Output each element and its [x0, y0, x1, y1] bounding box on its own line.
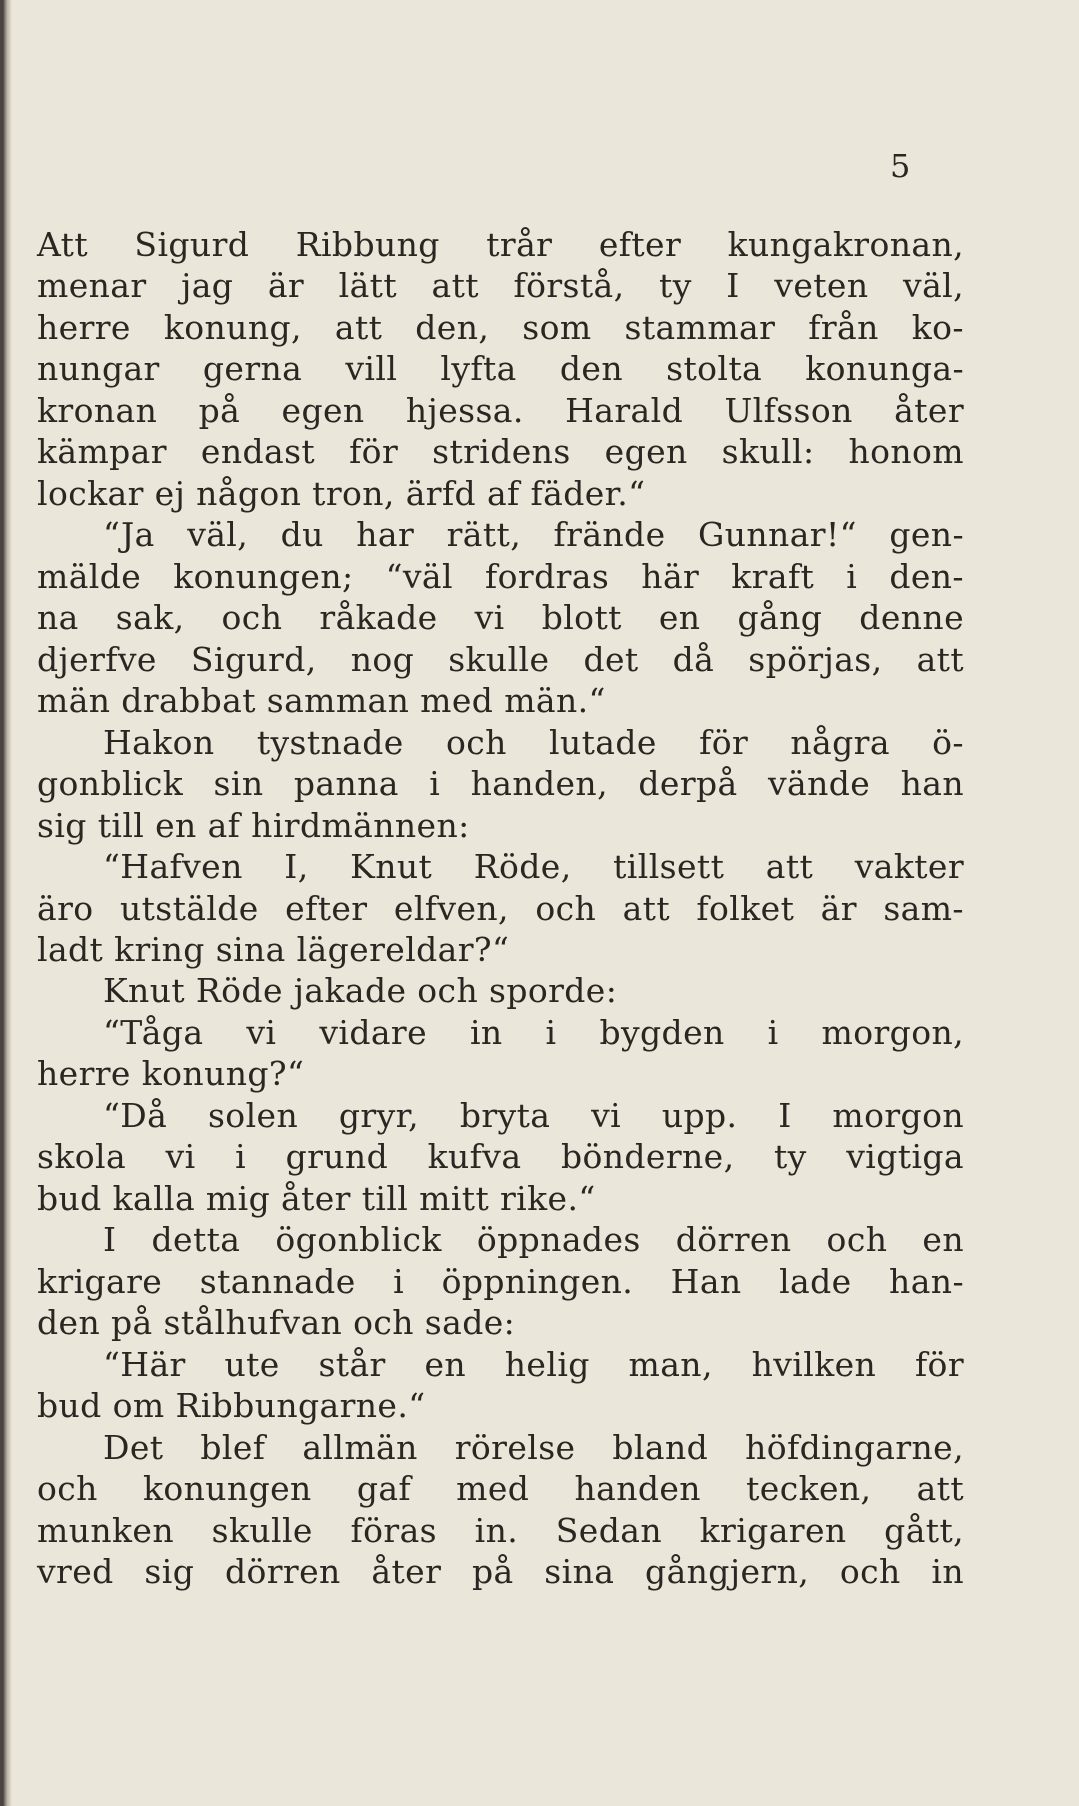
text-line: herre konung, att den, som stammar från ko- — [37, 307, 964, 347]
text-line: “Hafven I, Knut Röde, tillsett att vakter — [103, 847, 964, 887]
body-text — [37, 224, 964, 1592]
text-line: lockar ej någon tron, ärfd af fäder.“ — [37, 473, 646, 513]
page-number: 5 — [890, 147, 911, 185]
text-line: krigare stannade i öppningen. Han lade han- — [37, 1261, 964, 1301]
text-line: Hakon tystnade och lutade för några ö- — [103, 722, 964, 762]
text-line: “Tåga vi vidare in i bygden i morgon, — [103, 1012, 964, 1052]
text-line: Knut Röde jakade och sporde: — [103, 971, 618, 1011]
text-line: “Ja väl, du har rätt, frände Gunnar!“ gen- — [103, 515, 964, 555]
text-line: “Här ute står en helig man, hvilken för — [103, 1344, 964, 1384]
text-line: “Då solen gryr, bryta vi upp. I morgon — [103, 1095, 964, 1135]
text-line: gonblick sin panna i handen, derpå vände han — [37, 764, 964, 804]
page-binding-edge — [0, 0, 12, 1806]
text-line: na sak, och råkade vi blott en gång denne — [37, 598, 964, 638]
text-line: kronan på egen hjessa. Harald Ulfsson åter — [37, 390, 964, 430]
text-line: män drabbat samman med män.“ — [37, 681, 606, 721]
text-line: vred sig dörren åter på sina gångjern, och in — [37, 1552, 964, 1591]
text-line: nungar gerna vill lyfta den stolta konunga- — [37, 349, 964, 389]
text-line: den på stålhufvan och sade: — [37, 1303, 516, 1343]
text-line: mälde konungen; “väl fordras här kraft i den- — [37, 556, 964, 596]
text-line: djerfve Sigurd, nog skulle det då spörjas, att — [37, 639, 964, 679]
text-line: äro utstälde efter elfven, och att folket är sam- — [37, 888, 964, 928]
text-line: kämpar endast för stridens egen skull: honom — [37, 432, 964, 472]
text-line: skola vi i grund kufva bönderne, ty vigtiga — [37, 1137, 964, 1177]
text-line: munken skulle föras in. Sedan krigaren gått, — [37, 1510, 964, 1550]
text-line: menar jag är lätt att förstå, ty I veten väl, — [37, 266, 964, 306]
text-line: herre konung?“ — [37, 1054, 305, 1094]
text-line: sig till en af hirdmännen: — [37, 805, 470, 845]
text-line: och konungen gaf med handen tecken, att — [37, 1469, 964, 1509]
text-line: Att Sigurd Ribbung trår efter kungakronan, — [37, 225, 964, 264]
text-line: Det blef allmän rörelse bland höfdingarne, — [103, 1427, 964, 1467]
text-line: bud kalla mig åter till mitt rike.“ — [37, 1178, 596, 1218]
text-line: ladt kring sina lägereldar?“ — [37, 929, 510, 969]
text-line: bud om Ribbungarne.“ — [37, 1386, 426, 1426]
text-line: I detta ögonblick öppnades dörren och en — [103, 1220, 964, 1260]
